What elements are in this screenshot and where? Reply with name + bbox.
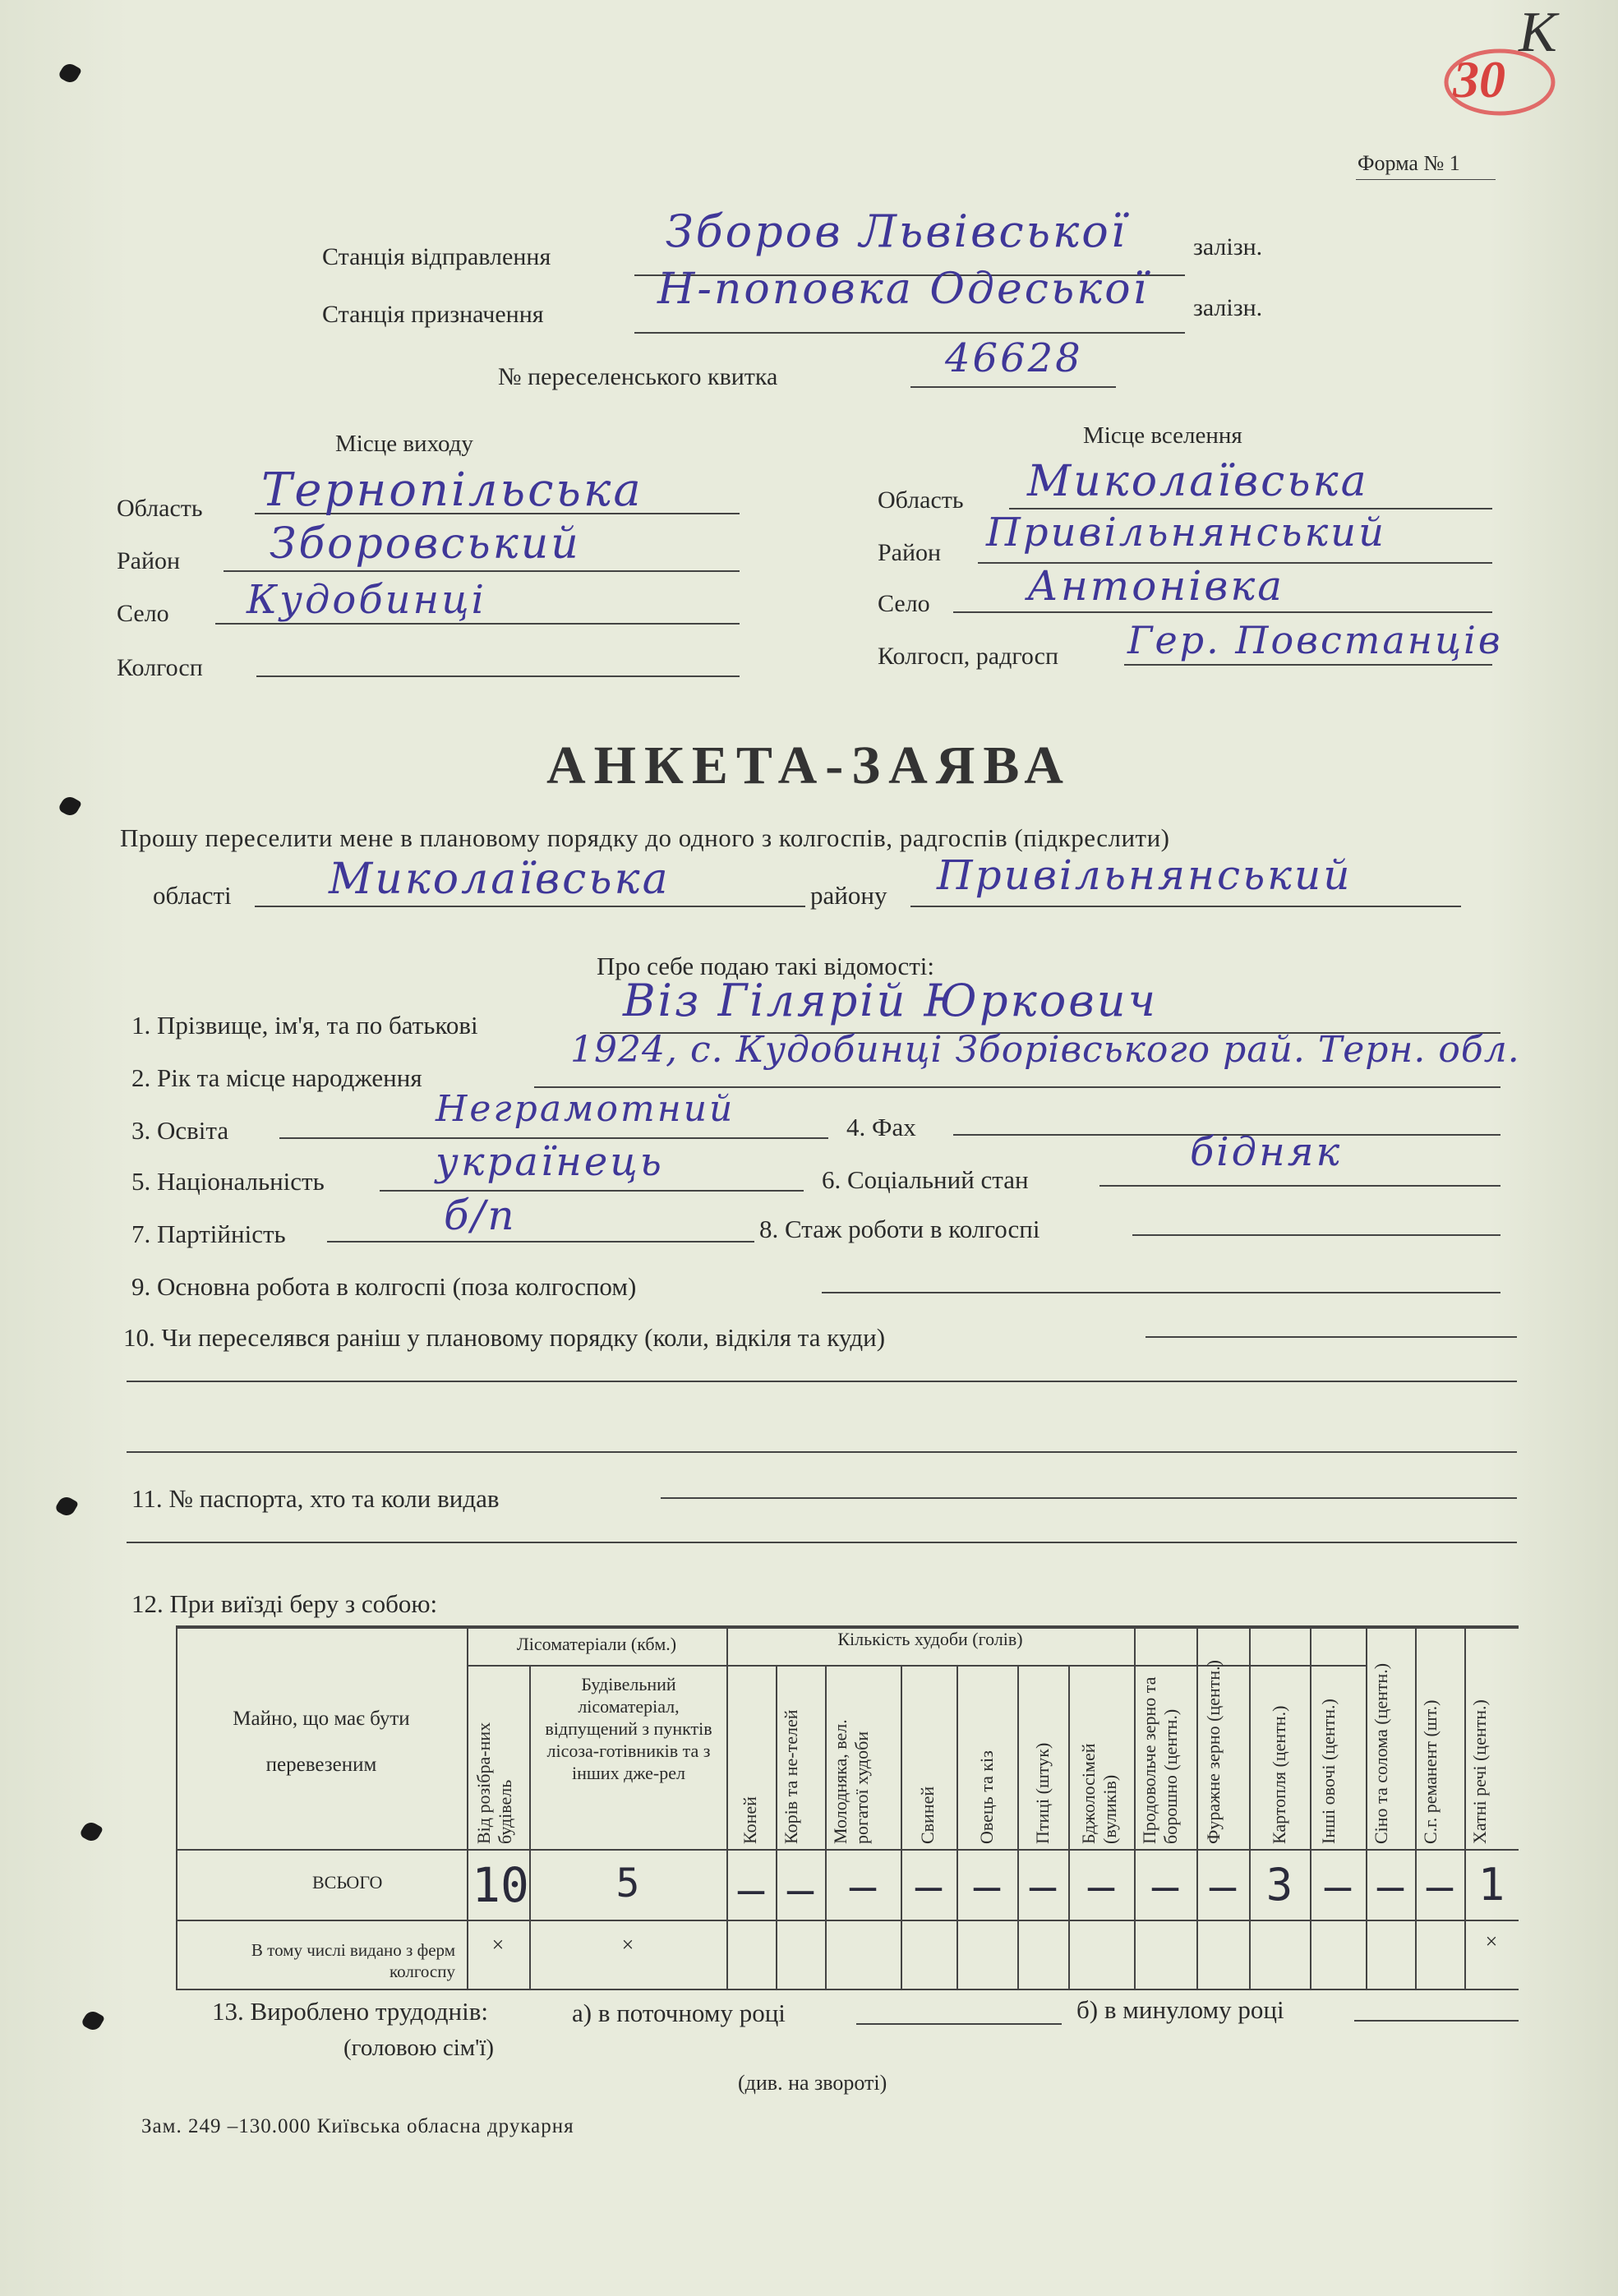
field-2-value: 1924, с. Кудобинці Зборівського рай. Терн. обл.: [570, 1029, 1520, 1071]
col-young-header: Молодняка, вел. рогатої худоби: [830, 1719, 872, 1844]
destination-suffix: залізн.: [1193, 294, 1263, 321]
binder-hole: [58, 61, 82, 85]
col-sheep-header: Овець та кіз: [976, 1750, 997, 1844]
group-livestock-header: Кількість худоби (голів): [837, 1629, 1023, 1649]
col-vegetables-header: Інші овочі (центн.): [1318, 1699, 1339, 1844]
page-title: АНКЕТА-ЗАЯВА: [546, 735, 1072, 795]
field-11-label: 11. № паспорта, хто та коли видав: [131, 1484, 500, 1513]
origin-raion-value: Зборовський: [270, 519, 581, 569]
workdays-sub: (головою сім'ї): [343, 2035, 495, 2061]
field-12-label: 12. При виїзді беру з собою:: [131, 1589, 438, 1618]
departure-suffix: залізн.: [1193, 233, 1263, 260]
col-household-header: Хатні речі (центн.): [1469, 1699, 1490, 1844]
origin-oblast-label: Область: [117, 495, 203, 522]
field-6-label: 6. Соціальний стан: [822, 1165, 1029, 1194]
baggage-table: [176, 1625, 1519, 1990]
col-cows-header: Корів та не-телей: [781, 1709, 801, 1844]
origin-heading: Місце виходу: [335, 431, 473, 457]
total-value: –: [849, 1860, 877, 1912]
row-total-label: ВСЬОГО: [312, 1872, 383, 1893]
total-value: –: [737, 1864, 765, 1916]
total-value: 5: [615, 1860, 640, 1906]
workdays-a-label: а) в поточному році: [572, 1999, 786, 2027]
workdays-b-label: б) в минулому році: [1076, 1995, 1284, 2024]
printer-note: Зам. 249 –130.000 Київська обласна друкарня: [141, 2115, 574, 2137]
field-4-label: 4. Фах: [846, 1113, 916, 1141]
destination-oblast-value: Миколаївська: [1027, 457, 1369, 506]
destination-oblast-label: Область: [878, 486, 964, 514]
ticket-value: 46628: [945, 335, 1083, 381]
field-5-label: 5. Національність: [131, 1167, 325, 1196]
field-1-value: Віз Гілярій Юркович: [623, 975, 1159, 1026]
col-food-grain-header: Продовольче зерно та борошно (центн.): [1139, 1676, 1181, 1844]
destination-kolhosp-label: Колгосп, радгосп: [878, 643, 1059, 670]
request-raion-value: Привільнянський: [937, 851, 1353, 899]
workdays-label: 13. Вироблено трудоднів:: [212, 1997, 489, 2026]
binder-hole: [58, 794, 82, 818]
origin-selo-label: Село: [117, 600, 169, 627]
col-building-timber-header: Будівельний лісоматеріал, відпущений з пунктів лісоза-готівників та з інших дже-рел: [545, 1674, 712, 1783]
total-value: –: [1376, 1860, 1404, 1912]
total-value: –: [1029, 1860, 1057, 1912]
request-oblast-value: Миколаївська: [329, 855, 671, 904]
origin-kolhosp-label: Колгосп: [117, 654, 203, 681]
total-value: –: [915, 1860, 943, 1912]
destination-heading: Місце вселення: [1083, 422, 1242, 449]
destination-selo-value: Антонівка: [1027, 562, 1285, 610]
issued-value: ×: [1485, 1929, 1498, 1953]
col-pigs-header: Свиней: [917, 1786, 938, 1844]
info-intro: Про себе подаю такі відомості:: [597, 952, 935, 980]
col-horses-header: Коней: [740, 1796, 760, 1844]
total-value: –: [1426, 1860, 1454, 1912]
col-implements-header: С.г. реманент (шт.): [1420, 1699, 1441, 1844]
col-potatoes-header: Картопля (центн.): [1269, 1705, 1289, 1844]
field-8-label: 8. Стаж роботи в колгоспі: [759, 1215, 1040, 1243]
departure-value: Зборов Львівської: [666, 205, 1128, 257]
col-dismantled-header: Від розібра-них будівель: [473, 1722, 515, 1844]
total-value: –: [973, 1860, 1001, 1912]
red-circle-mark: [1438, 41, 1561, 123]
field-2-label: 2. Рік та місце народження: [131, 1063, 422, 1092]
issued-value: ×: [621, 1933, 634, 1957]
destination-kolhosp-value: Гер. Повстанців: [1127, 618, 1503, 662]
binder-hole: [54, 1494, 79, 1519]
field-3-value: Неграмотний: [436, 1088, 735, 1130]
total-value: 3: [1265, 1859, 1293, 1911]
departure-label: Станція відправлення: [322, 243, 551, 270]
ticket-label: № переселенського квитка: [498, 363, 778, 390]
field-9-label: 9. Основна робота в колгоспі (поза колгоспом): [131, 1272, 637, 1301]
destination-raion-value: Привільнянський: [986, 509, 1387, 556]
field-7-label: 7. Партійність: [131, 1219, 286, 1248]
origin-oblast-value: Тернопільська: [261, 463, 643, 517]
field-5-value: українець: [436, 1139, 664, 1185]
total-value: –: [786, 1864, 814, 1916]
group-timber-header: Лісоматеріали (кбм.): [516, 1634, 677, 1654]
destination-selo-label: Село: [878, 590, 930, 617]
see-back-note: (див. на звороті): [738, 2071, 887, 2095]
request-line: Прошу переселити мене в плановому порядку до одного з колгоспів, радгоспів (підкреслити): [120, 823, 1170, 852]
form-number: Форма № 1: [1358, 151, 1460, 175]
field-10-label: 10. Чи переселявся раніш у плановому порядку (коли, відкіля та куди): [123, 1323, 886, 1352]
col-poultry-header: Птиці (штук): [1032, 1742, 1053, 1844]
col-feed-grain-header: Фуражне зерно (центн.): [1203, 1660, 1224, 1844]
destination-value: Н-поповка Одеської: [657, 265, 1150, 314]
total-value: –: [1151, 1860, 1179, 1912]
total-value: 10: [472, 1857, 529, 1913]
binder-hole: [79, 1819, 104, 1844]
col-hay-header: Сіно та солома (центн.): [1371, 1662, 1391, 1844]
corner-letter: К: [1519, 1, 1557, 64]
corner-number: 30: [1453, 50, 1505, 108]
total-value: –: [1087, 1860, 1115, 1912]
field-1-label: 1. Прізвище, ім'я, та по батькові: [131, 1011, 478, 1040]
col-property-header: Майно, що має бути перевезеним: [233, 1708, 410, 1776]
total-value: 1: [1477, 1859, 1505, 1911]
origin-raion-label: Район: [117, 547, 181, 574]
origin-selo-value: Кудобинці: [247, 577, 486, 623]
destination-label: Станція призначення: [322, 301, 544, 328]
field-6-value: бідняк: [1190, 1129, 1343, 1175]
binder-hole: [81, 2008, 105, 2033]
col-bees-header: Бджолосімей (вуликів): [1078, 1743, 1120, 1844]
issued-value: ×: [491, 1933, 505, 1957]
total-value: –: [1324, 1860, 1352, 1912]
request-oblast-label: області: [153, 881, 232, 910]
field-3-label: 3. Освіта: [131, 1116, 229, 1145]
field-7-value: б/п: [444, 1192, 517, 1239]
request-raion-label: району: [810, 881, 887, 910]
total-value: –: [1209, 1860, 1237, 1912]
destination-raion-label: Район: [878, 539, 942, 566]
row-issued-label: В тому числі видано з ферм колгоспу: [251, 1940, 455, 1981]
